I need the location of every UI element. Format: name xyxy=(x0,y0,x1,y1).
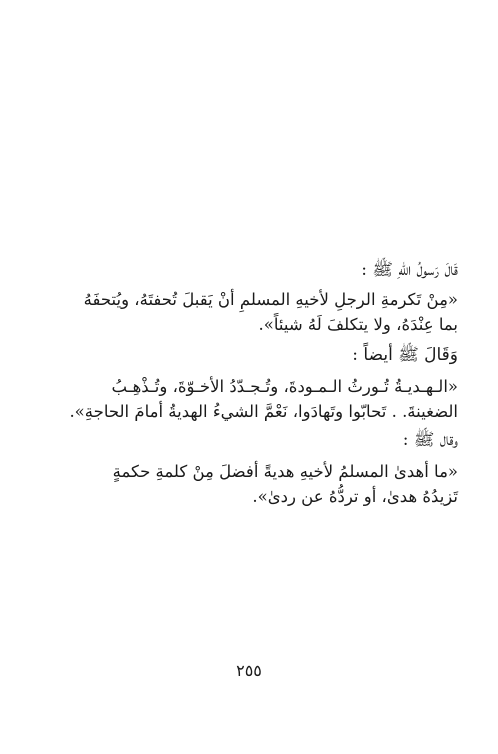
hadith-heading-1: قَالَ رَسولُ اللّهِ ﷺ : xyxy=(361,260,458,280)
hadith-quote-2-line-2: الضغينةَ. . تَحابّوا وتَهادَوا، نَعْمَّ الشيءُ الهديةُ أمامَ الحاجةِ». xyxy=(69,402,458,421)
hadith-quote-3-line-1: «ما أهدىٰ المسلمُ لأخيهِ هديةً أفضلَ مِنْ كلمةِ حكمةٍ xyxy=(112,462,458,481)
page-number: ٢٥٥ xyxy=(236,661,262,680)
hadith-quote-2-line-1: «الـهـديـةُ تُـورثُ الـمـودةَ، وتُـجـدّدُ الأخـوّةَ، وتُـذْهِـبُ xyxy=(111,377,458,396)
hadith-quote-1-line-2: بما عِنْدَهُ، ولا يتكلفَ لَهُ شيئاً». xyxy=(258,315,458,334)
hadith-quote-3-line-2: تَزيدُهُ هدىٰ، أو تردُّهُ عن ردىٰ». xyxy=(252,487,458,506)
hadith-heading-2: وَقَالَ ﷺ أيضاً : xyxy=(352,345,458,365)
hadith-quote-1-line-1: «مِنْ تَكرمةِ الرجلِ لأخيهِ المسلمِ أنْ يَقبلَ تُحفتَهُ، ويُتحفَهُ xyxy=(83,290,458,309)
hadith-heading-3: وقال ﷺ : xyxy=(402,430,458,450)
